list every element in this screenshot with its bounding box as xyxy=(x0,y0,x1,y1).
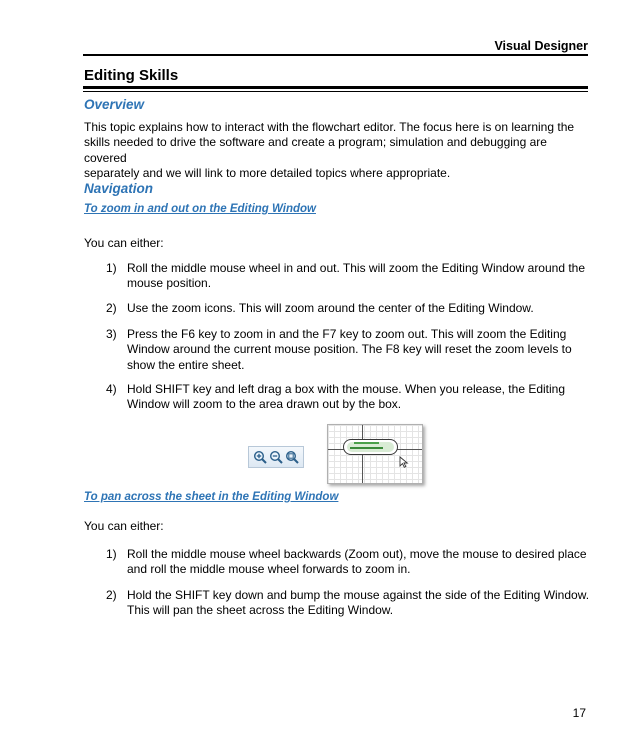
flowchart-block-text xyxy=(354,442,379,444)
list-item xyxy=(106,547,592,578)
zoom-intro: You can either: xyxy=(84,236,164,250)
header-title: Visual Designer xyxy=(494,39,588,53)
list-item xyxy=(106,382,592,413)
zoom-toolbar xyxy=(248,446,304,468)
list-line: Window will zoom to the area drawn out by the box. xyxy=(127,397,402,412)
navigation-heading: Navigation xyxy=(84,181,154,196)
list-line: Roll the middle mouse wheel backwards (Zoom out), move the mouse to desired place xyxy=(127,547,587,561)
overview-paragraph xyxy=(84,120,589,182)
list-item xyxy=(106,327,592,373)
list-number: 1) xyxy=(106,261,117,275)
paragraph-line: skills needed to drive the software and create a program; simulation and debugging are covered xyxy=(84,135,547,165)
editing-window-preview xyxy=(327,424,423,484)
list-number: 2) xyxy=(106,588,117,602)
list-line: Press the F6 key to zoom in and the F7 key to zoom out. This will zoom the Editing xyxy=(127,327,567,341)
pan-link[interactable]: To pan across the sheet in the Editing Window xyxy=(84,491,339,503)
list-item xyxy=(106,301,592,316)
list-number: 2) xyxy=(106,301,117,315)
page-number: 17 xyxy=(572,706,586,720)
list-line: and roll the middle mouse wheel forwards to zoom in. xyxy=(127,562,411,577)
zoom-fit-icon[interactable] xyxy=(285,450,299,464)
list-text xyxy=(127,547,592,578)
list-text xyxy=(127,588,592,619)
overview-heading: Overview xyxy=(84,97,145,112)
list-text xyxy=(127,301,592,316)
list-line: Use the zoom icons. This will zoom around the center of the Editing Window. xyxy=(127,301,534,315)
paragraph-line: This topic explains how to interact with the flowchart editor. The focus here is on learning the xyxy=(84,120,575,134)
list-item xyxy=(106,261,592,292)
list-line: Window around the current mouse position. The F8 key will reset the zoom levels to xyxy=(127,342,572,357)
list-line: This will pan the sheet across the Editing Window. xyxy=(127,603,394,618)
list-line: show the entire sheet. xyxy=(127,357,245,372)
zoom-out-icon[interactable] xyxy=(269,450,283,464)
list-text xyxy=(127,382,592,413)
section-title: Editing Skills xyxy=(84,67,179,84)
list-line: Roll the middle mouse wheel in and out. This will zoom the Editing Window around the xyxy=(127,261,586,275)
pan-intro: You can either: xyxy=(84,519,164,533)
zoom-link[interactable]: To zoom in and out on the Editing Window xyxy=(84,203,316,215)
list-number: 1) xyxy=(106,547,117,561)
list-line: Hold SHIFT key and left drag a box with the mouse. When you release, the Editing xyxy=(127,382,566,396)
paragraph-line: separately and we will link to more detailed topics where appropriate. xyxy=(84,166,451,181)
list-item xyxy=(106,588,592,619)
header-rule xyxy=(83,54,588,56)
section-rule-thin xyxy=(83,91,588,92)
section-rule xyxy=(83,86,588,89)
list-number: 4) xyxy=(106,382,117,396)
list-text xyxy=(127,261,592,292)
list-text xyxy=(127,327,592,373)
list-number: 3) xyxy=(106,327,117,341)
mouse-pointer-icon xyxy=(399,456,409,468)
zoom-in-icon[interactable] xyxy=(253,450,267,464)
list-line: Hold the SHIFT key down and bump the mouse against the side of the Editing Window. xyxy=(127,588,590,602)
flowchart-block xyxy=(343,439,398,455)
list-line: mouse position. xyxy=(127,276,212,291)
flowchart-block-text xyxy=(350,447,383,449)
